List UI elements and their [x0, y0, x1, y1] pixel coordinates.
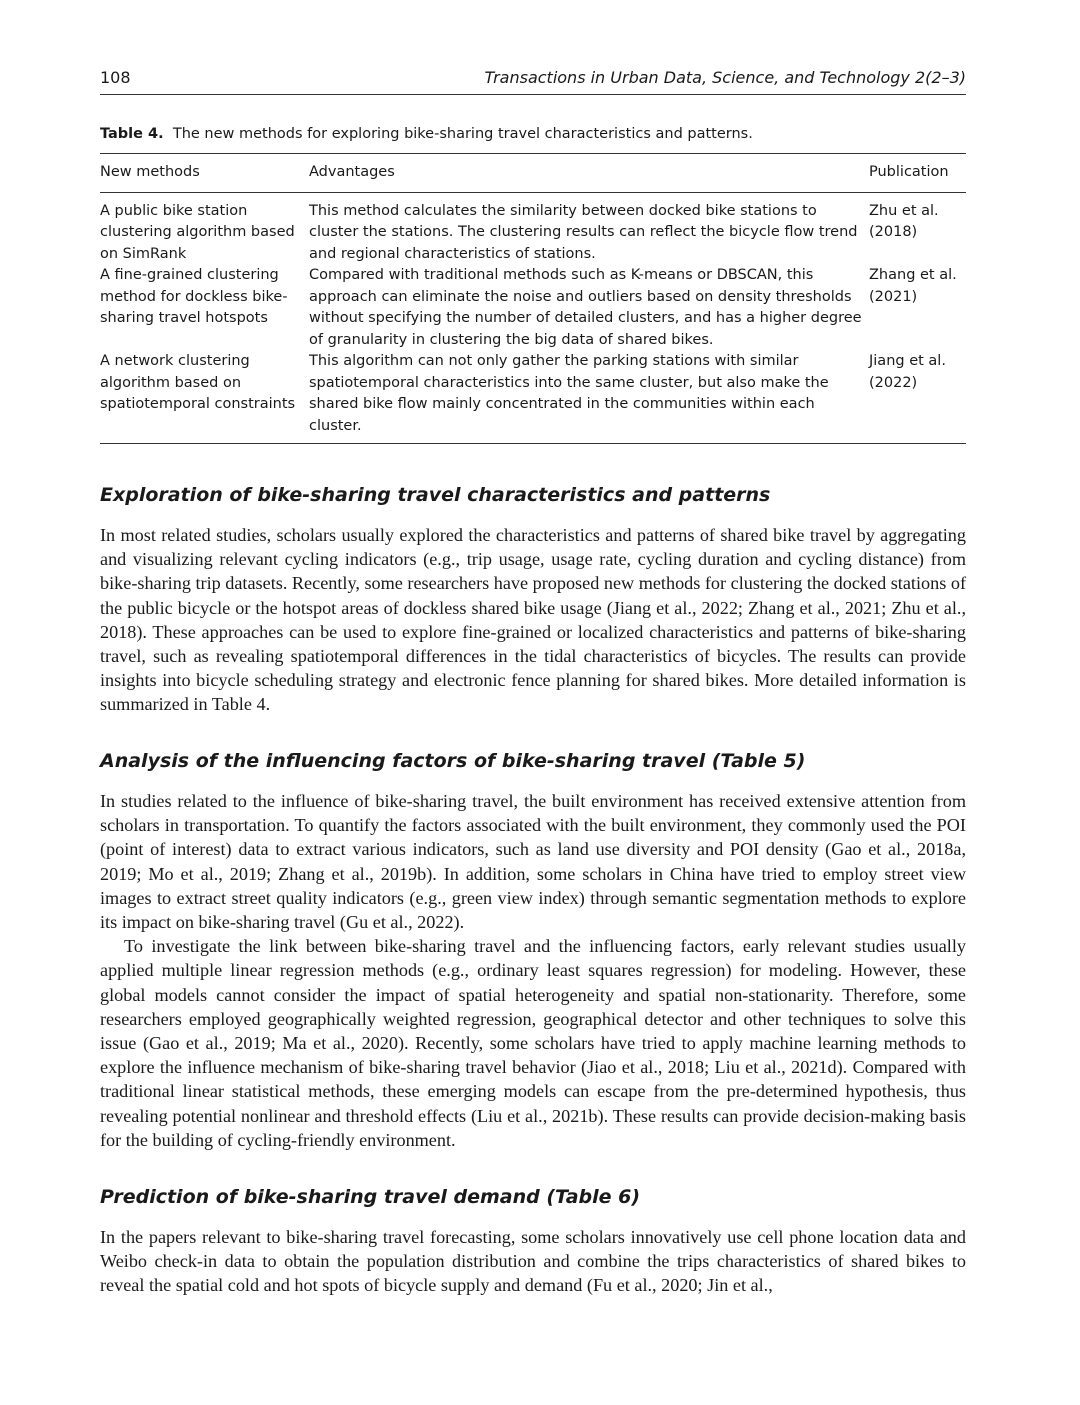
- section-heading-influencing-factors: Analysis of the influencing factors of bike-sharing travel (Table 5): [100, 750, 806, 772]
- table-label: Table 4.: [100, 126, 164, 142]
- column-header-publication: Publication: [869, 154, 966, 193]
- paragraph: In studies related to the influence of bike-sharing travel, the built environment has received extensive attention from scholars in transportation. To quantify the factors associated with the built environment, they commonly used the POI (point of interest) data to extract various indicators, such as land use diversity and POI density (Gao et al., 2018a, 2019; Mo et al., 2019; Zhang et al., 2019b). In addition, some scholars in China have tried to employ street view images to extract street quality indicators (e.g., green view index) through semantic segmentation methods to explore its impact on bike-sharing travel (Gu et al., 2022).: [100, 791, 966, 933]
- table-cell-advantage: This algorithm can not only gather the parking stations with similar spatiotemporal characteristics into the same cluster, but also make the shared bike flow mainly concentrated in the communities within each cluster.: [309, 351, 869, 444]
- table-header-row: [100, 154, 966, 193]
- table-caption: [100, 126, 966, 142]
- column-header-methods: New methods: [100, 154, 309, 193]
- table-caption-text: The new methods for exploring bike-sharing travel characteristics and patterns.: [172, 126, 753, 142]
- paragraph: In most related studies, scholars usually explored the characteristics and patterns of shared bike travel by aggregating and visualizing relevant cycling indicators (e.g., trip usage, usage rate, cycling duration and cycling distance) from bike-sharing trip datasets. Recently, some researchers have proposed new methods for clustering the docked stations of the public bicycle or the hotspot areas of dockless shared bike usage (Jiang et al., 2022; Zhang et al., 2021; Zhu et al., 2018). These approaches can be used to explore fine-grained or localized characteristics and patterns of bike-sharing travel, such as revealing spatiotemporal differences in the tidal characteristics of bicycles. The results can provide insights into bicycle scheduling strategy and electronic fence planning for shared bikes. More detailed information is summarized in Table 4.: [100, 525, 967, 715]
- column-header-advantages: Advantages: [309, 154, 869, 193]
- section-prediction: [100, 1225, 966, 1298]
- paragraph: To investigate the link between bike-sharing travel and the influencing factors, early relevant studies usually applied multiple linear regression methods (e.g., ordinary least squares regression) for modeling. However, these global models cannot consider the impact of spatial heterogeneity and spatial non-stationarity. Therefore, some researchers employed geographically weighted regression, geographical detector and other techniques to solve this issue (Gao et al., 2019; Ma et al., 2020). Recently, some scholars have tried to apply machine learning methods to explore the influence mechanism of bike-sharing travel behavior (Jiao et al., 2018; Liu et al., 2021d). Compared with traditional linear statistical methods, these emerging models can escape from the pre-determined hypothesis, thus revealing potential nonlinear and threshold effects (Liu et al., 2021b). These results can provide decision-making basis for the building of cycling-friendly environment.: [100, 936, 966, 1150]
- table-cell-publication: Zhu et al. (2018): [869, 202, 939, 240]
- table-cell-method: A public bike station clustering algorithm based on SimRank: [100, 202, 295, 262]
- section-influencing-factors: [100, 789, 966, 1152]
- journal-title: Transactions in Urban Data, Science, and Technology 2(2–3): [484, 68, 966, 87]
- table-row: [100, 265, 966, 351]
- table-row: [100, 351, 966, 444]
- table-cell-method: A fine-grained clustering method for dockless bike-sharing travel hotspots: [100, 267, 288, 326]
- table-cell-advantage: Compared with traditional methods such as K-means or DBSCAN, this approach can eliminate the noise and outliers based on density thresholds without specifying the number of detailed clusters, and has a higher degree of granularity in clustering the big data of shared bikes.: [309, 267, 862, 348]
- section-exploration: [100, 523, 966, 717]
- running-head: [100, 66, 966, 95]
- methods-table: [100, 153, 966, 444]
- table-cell-advantage: This method calculates the similarity between docked bike stations to cluster the stations. The clustering results can reflect the bicycle flow trend and regional characteristics of stations.: [309, 202, 858, 262]
- table-row: [100, 192, 966, 265]
- table-cell-method: A network clustering algorithm based on spatiotemporal constraints: [100, 351, 309, 444]
- section-heading-prediction: Prediction of bike-sharing travel demand (Table 6): [100, 1186, 641, 1208]
- table-cell-publication: Jiang et al. (2022): [869, 351, 966, 444]
- page-number: 108: [100, 68, 131, 87]
- section-heading-exploration: Exploration of bike-sharing travel characteristics and patterns: [100, 484, 771, 506]
- paragraph: In the papers relevant to bike-sharing travel forecasting, some scholars innovatively use cell phone location data and Weibo check-in data to obtain the population distribution and combine the trips characteristics of shared bikes to reveal the spatial cold and hot spots of bicycle supply and demand (Fu et al., 2020; Jin et al.,: [100, 1227, 966, 1296]
- table-cell-publication: Zhang et al. (2021): [869, 267, 957, 305]
